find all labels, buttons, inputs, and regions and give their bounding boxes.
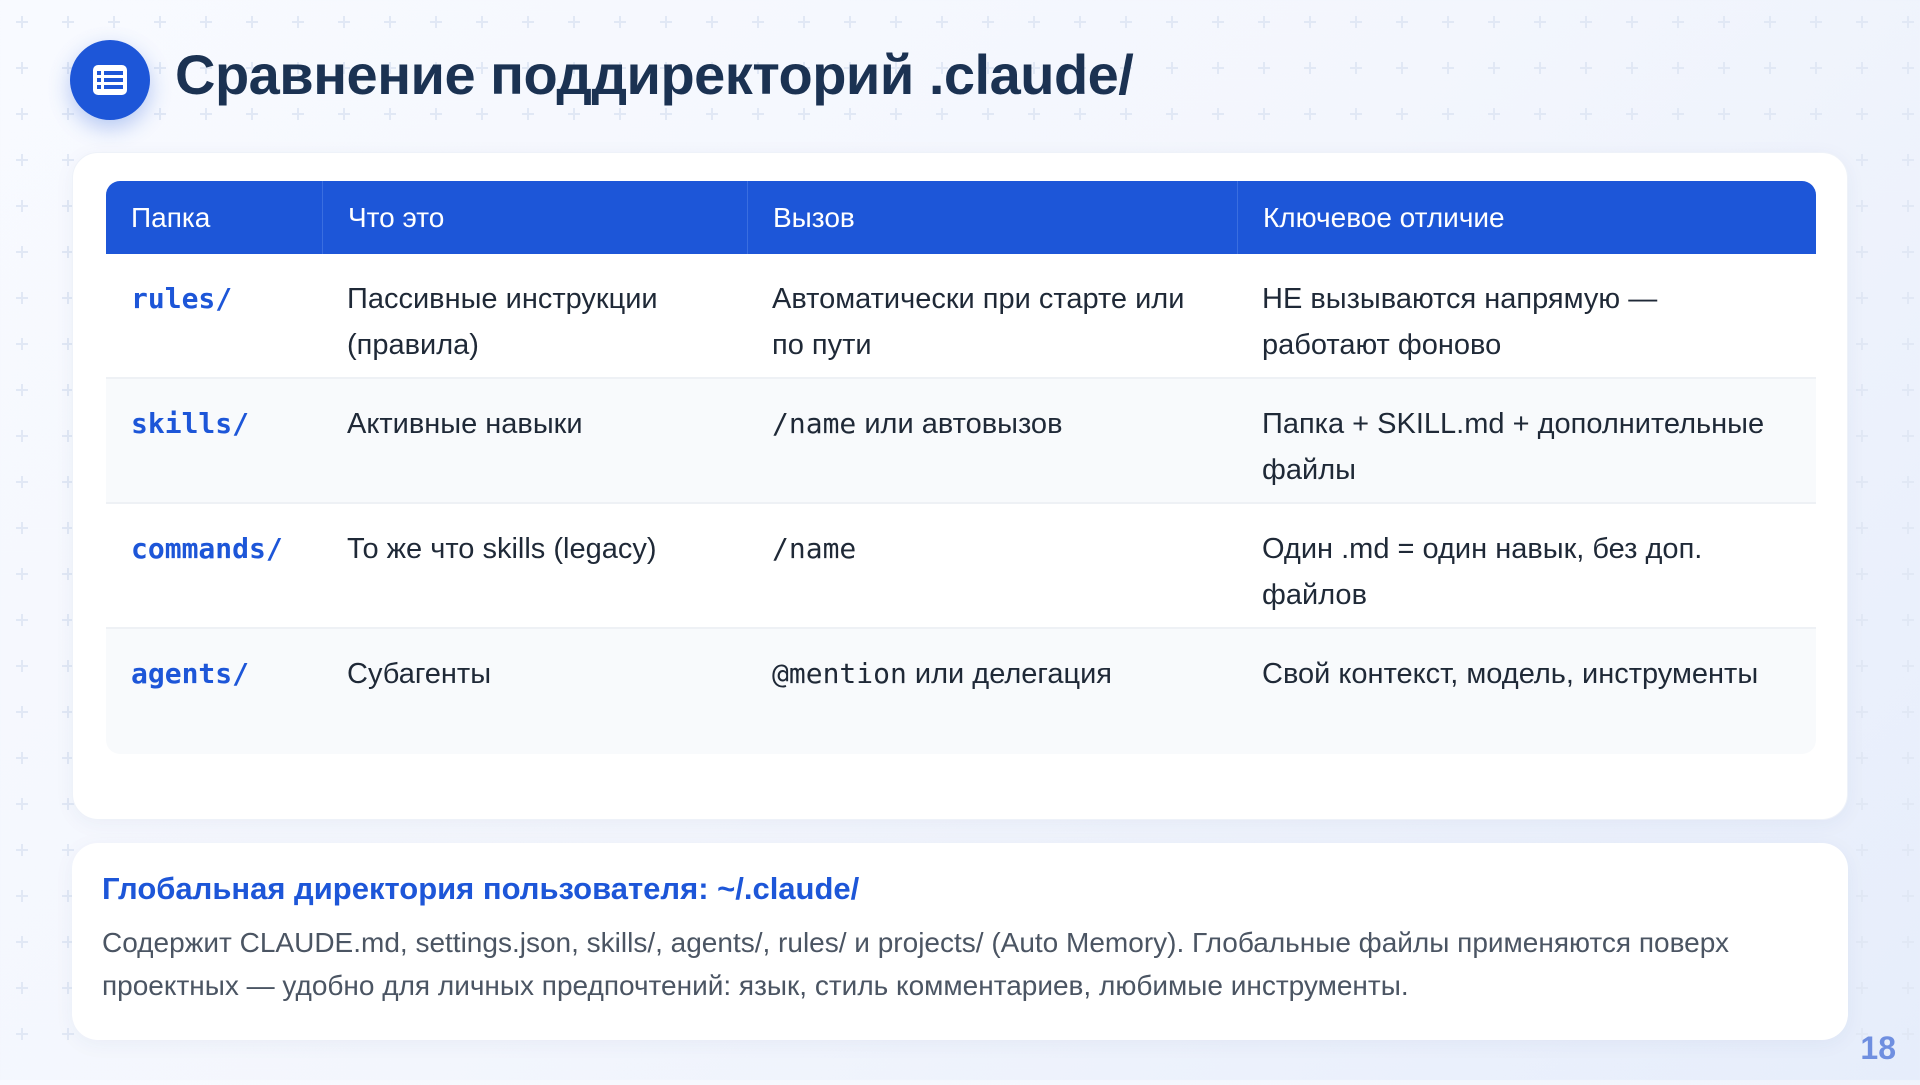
table-list-icon [70, 40, 150, 120]
folder-name: skills/ [131, 407, 250, 440]
global-directory-note [72, 843, 1848, 1040]
folder-cell [106, 379, 322, 504]
invocation-text: или автовызов [856, 408, 1063, 440]
note-title: Глобальная директория пользователя: ~/.claude/ [102, 871, 860, 906]
description-cell: Активные навыки [322, 379, 747, 504]
invocation-code: /name [772, 532, 857, 565]
invocation-text: или делегация [906, 658, 1113, 690]
folder-cell [106, 629, 322, 754]
column-header: Ключевое отличие [1237, 181, 1816, 254]
invocation-cell [747, 379, 1237, 504]
note-text: Содержит CLAUDE.md, settings.json, skills/, agents/, rules/ и projects/ (Auto Memory). Глобальные файлы применяются поверх проектных — удобно для личных предпочтений: язык, стиль комментариев, любимые инструменты. [102, 927, 1729, 1001]
table-row [106, 629, 1816, 754]
column-header: Что это [322, 181, 747, 254]
invocation-code: @mention [772, 657, 907, 690]
table-row [106, 379, 1816, 504]
description-cell: Пассивные инструкции (правила) [322, 254, 747, 379]
difference-cell: Папка + SKILL.md + дополнительные файлы [1237, 379, 1816, 504]
column-header: Папка [106, 181, 322, 254]
invocation-cell [747, 254, 1237, 379]
folder-name: commands/ [131, 532, 283, 565]
folder-cell [106, 254, 322, 379]
table-header [106, 181, 1816, 254]
invocation-code: /name [772, 407, 857, 440]
invocation-cell [747, 629, 1237, 754]
difference-cell: Свой контекст, модель, инструменты [1237, 629, 1816, 754]
table-row [106, 504, 1816, 629]
comparison-card [72, 152, 1848, 820]
description-cell: Субагенты [322, 629, 747, 754]
table-row [106, 254, 1816, 379]
difference-cell: Один .md = один навык, без доп. файлов [1237, 504, 1816, 629]
column-header: Вызов [747, 181, 1237, 254]
invocation-text: Автоматически при старте или по пути [772, 283, 1185, 361]
comparison-table [106, 181, 1816, 754]
folder-name: rules/ [131, 282, 233, 315]
folder-name: agents/ [131, 657, 250, 690]
page-number: 18 [1860, 1030, 1896, 1066]
description-cell: То же что skills (legacy) [322, 504, 747, 629]
difference-cell: НЕ вызываются напрямую — работают фоново [1237, 254, 1816, 379]
invocation-cell [747, 504, 1237, 629]
folder-cell [106, 504, 322, 629]
page-title: Сравнение поддиректорий .claude/ [175, 43, 1134, 106]
